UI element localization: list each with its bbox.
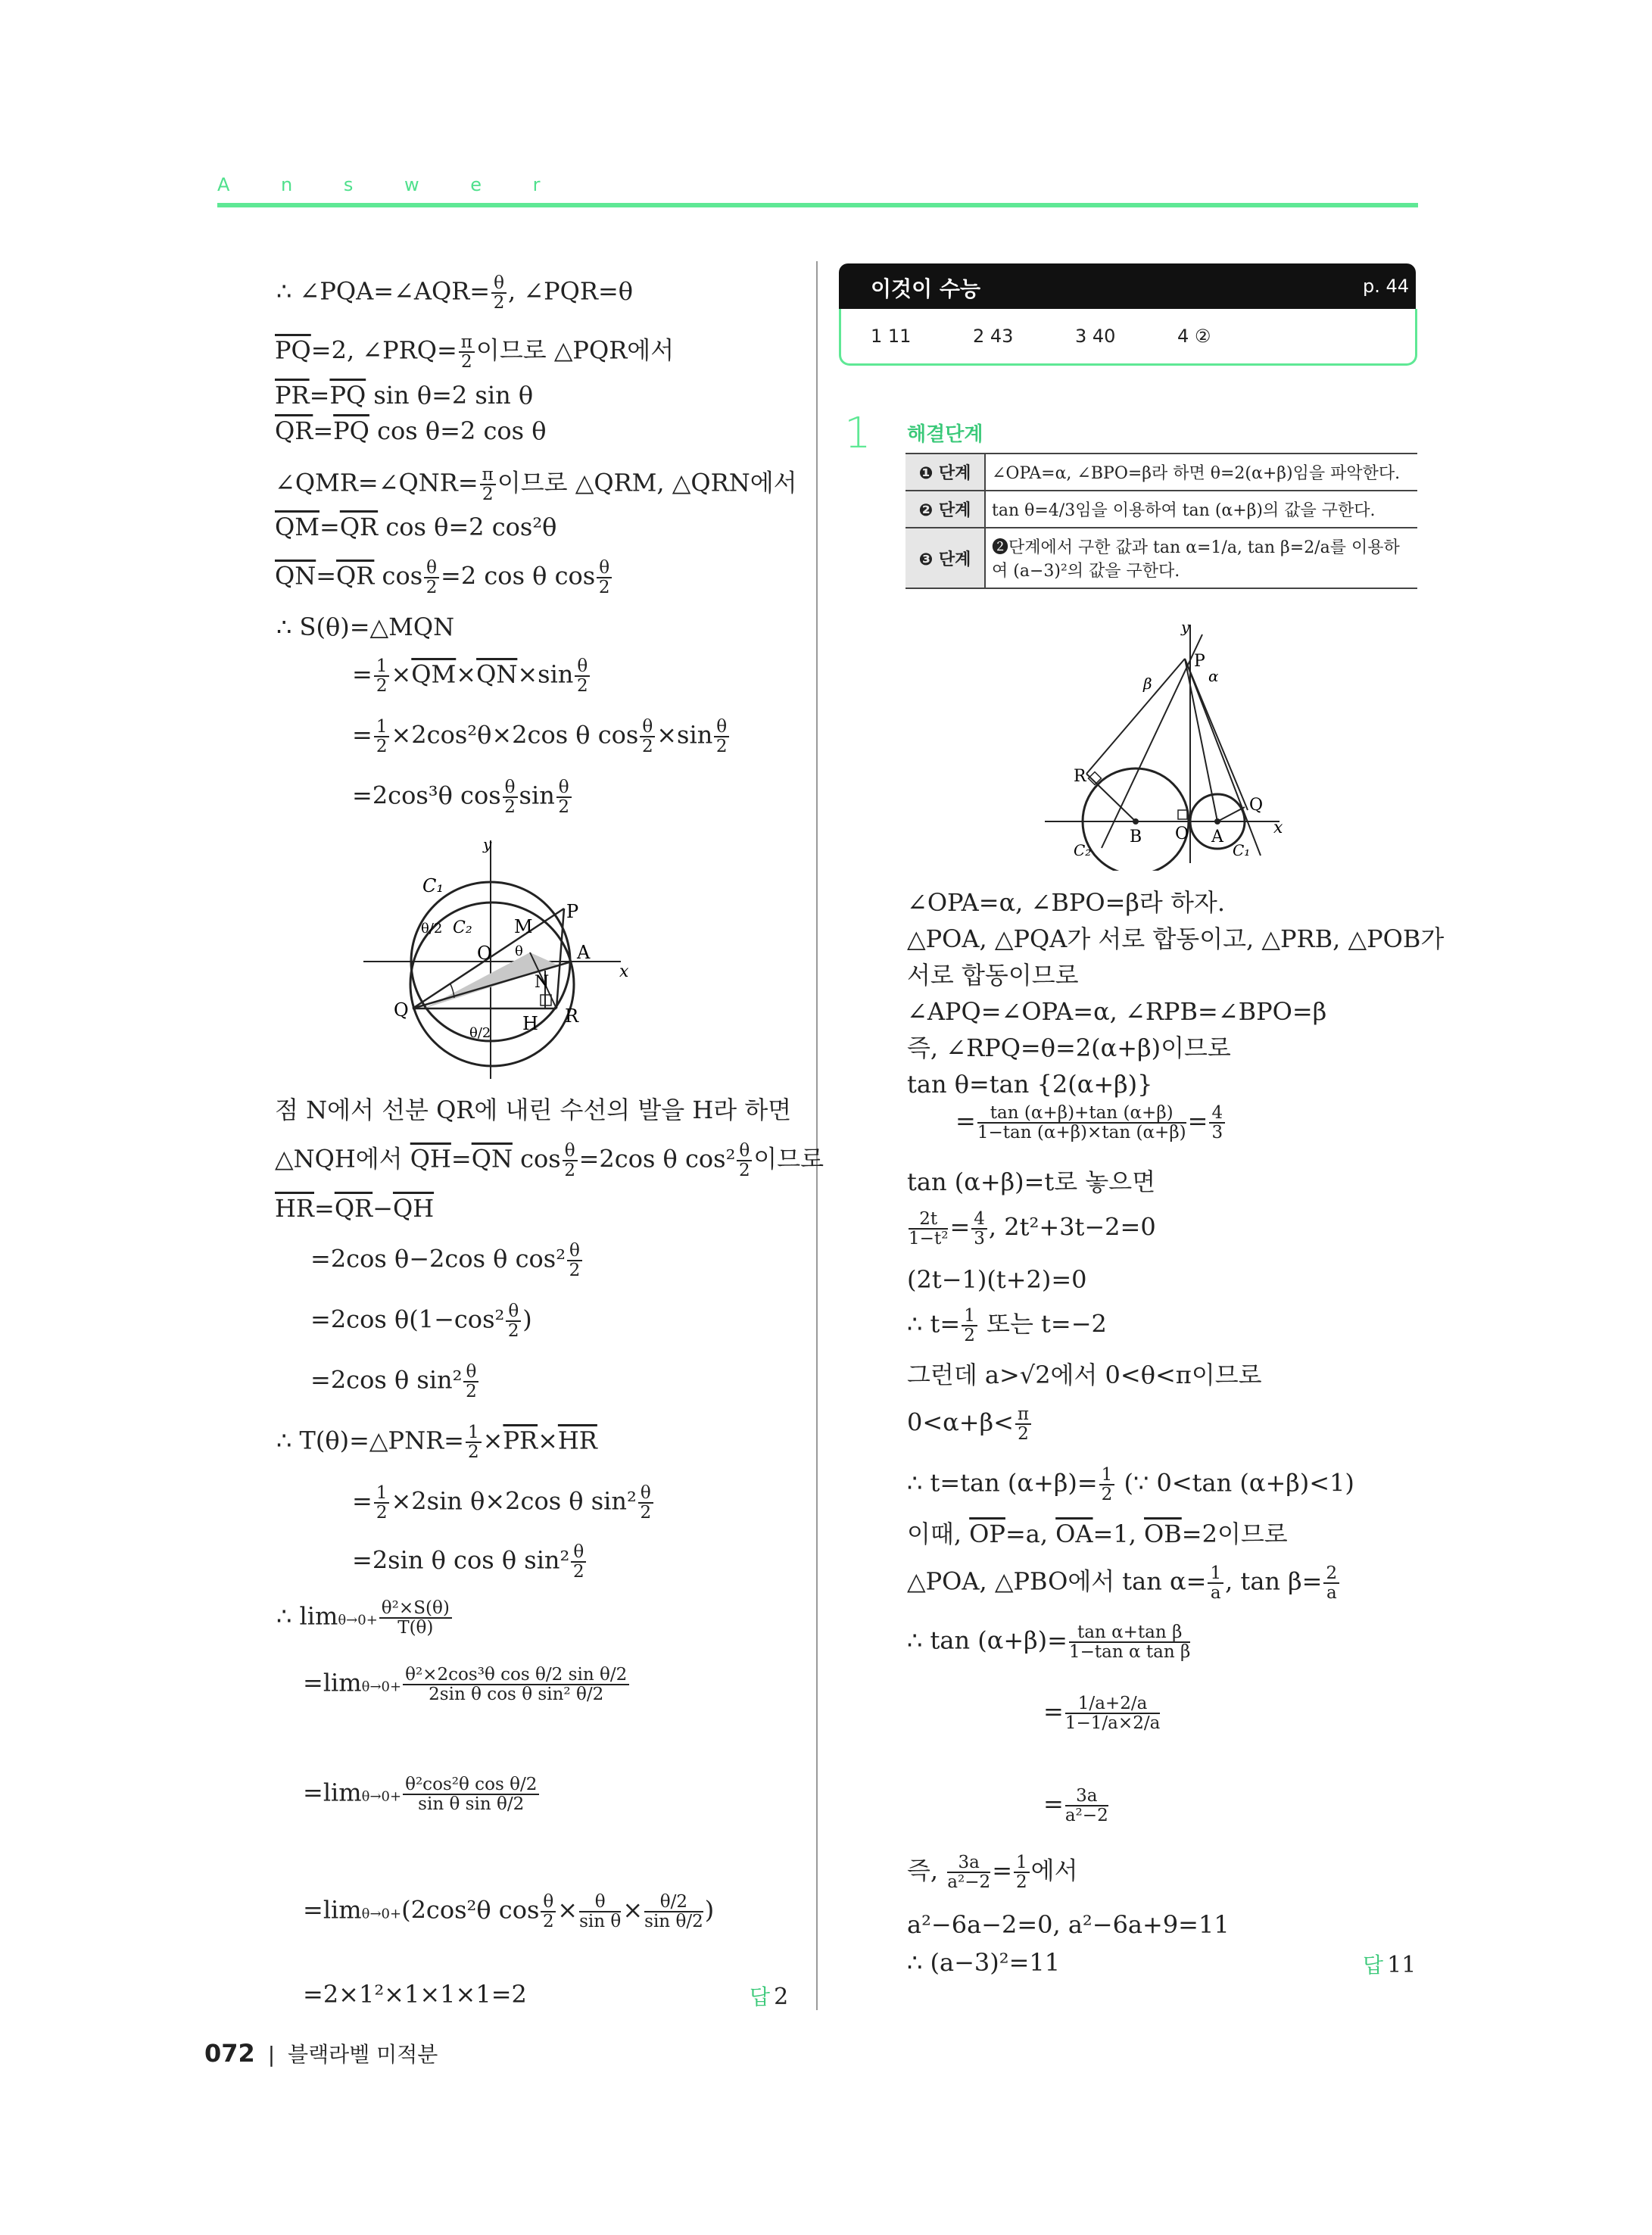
line-r09: $\frac{2t}{\text{1−t²}}$ = $\frac{4}{3}$ , 2t²+3t−2=0 — [909, 1209, 1156, 1249]
fig1-label-m: M — [514, 916, 533, 937]
line-r05: 즉, ∠RPQ=θ=2(α+β)이므로 — [907, 1033, 1231, 1062]
fig2-label-x: x — [1273, 818, 1283, 837]
steps-title: 해결단계 — [907, 423, 983, 446]
line-hr-2: =2cos θ(1−cos² $\frac{\theta}{2}$ ) — [310, 1301, 532, 1342]
line-r01: ∠OPA=α, ∠BPO=β라 하자. — [907, 888, 1226, 917]
line-r16: △POA, △PBO에서 tan α= $\frac{1}{a}$ , tan β= $\frac{2}{a}$ — [907, 1564, 1341, 1602]
fig2-label-beta: β — [1143, 675, 1152, 693]
fig1-label-r: R — [565, 1005, 579, 1027]
fig1-label-y: y — [483, 835, 492, 853]
fig1-label-n: N — [535, 973, 550, 992]
line-t-theta: ∴ T(θ)=△PNR= $\frac{1}{2}$ $\times\overline{PR}\times\overline{HR}$ — [276, 1423, 597, 1463]
fig2-label-q: Q — [1249, 796, 1264, 815]
fig2-point-b — [1133, 818, 1139, 824]
figure-tangent-circles — [1037, 621, 1295, 871]
line-hr: $\overline{HR}=\overline{QR}-\overline{QH}$ — [275, 1194, 435, 1223]
line-foot-h: 점 N에서 선분 QR에 내린 수선의 발을 H라 하면 — [275, 1096, 792, 1124]
page-footer: 072 | 블랙라벨 미적분 — [204, 2039, 438, 2068]
step-row-2 — [905, 491, 1417, 528]
right-answer-tag: 답 — [1363, 1953, 1384, 1978]
line-r10: (2t−1)(t+2)=0 — [907, 1265, 1087, 1294]
line-r04: ∠APQ=∠OPA=α, ∠RPB=∠BPO=β — [907, 997, 1327, 1026]
line-limit-1: =limθ→0+ $\frac{\text{θ²×2cos³θ cos θ/2 sin θ/2}}{\text{2sin θ cos θ sin² θ/2}}$ — [303, 1666, 631, 1704]
step-label-1: ❶ 단계 — [905, 454, 985, 491]
line-r17: ∴ tan (α+β)= $\frac{\text{tan α+tan β}}{\text{1−tan α tan β}}$ — [907, 1622, 1191, 1663]
quick-answer-4: 4 ② — [1177, 326, 1211, 347]
line-pq: $\overline{PQ}=2$, ∠PRQ= $\frac{\pi}{2}$ 이므로 △PQR에서 — [275, 332, 675, 372]
fig1-label-q: Q — [394, 999, 409, 1021]
fig2-line-pr — [1086, 659, 1185, 774]
step-label-3: ❸ 단계 — [905, 528, 985, 588]
line-qmr: ∠QMR=∠QNR= $\frac{\pi}{2}$ 이므로 △QRM, △QRN에서 — [275, 465, 797, 505]
header-rule — [217, 203, 1418, 207]
fig1-label-theta: θ — [515, 943, 523, 959]
fig1-label-h: H — [522, 1013, 538, 1034]
fig2-label-alpha: α — [1208, 667, 1219, 685]
fig2-label-c2: C₂ — [1074, 841, 1092, 859]
step-row-1 — [905, 454, 1417, 491]
page-number: 072 — [204, 2039, 255, 2068]
fig1-label-o: O — [477, 943, 492, 964]
fig2-label-o: O — [1175, 824, 1189, 843]
fig2-label-b: B — [1130, 828, 1142, 846]
step-text-2: tan θ=4/3임을 이용하여 tan (α+β)의 값을 구한다. — [985, 491, 1417, 528]
line-r03: 서로 합동이므로 — [907, 961, 1079, 990]
line-s-2: = $\frac{1}{2}$ ×2cos²θ×2cos θ cos $\frac{\theta}{2}$ ×sin $\frac{\theta}{2}$ — [352, 718, 731, 756]
fig2-line-2 — [1185, 659, 1264, 856]
left-answer — [750, 1981, 788, 2011]
line-r14: ∴ t=tan (α+β)= $\frac{1}{2}$ (∵ 0<tan (α+β)<1) — [907, 1465, 1354, 1505]
line-s-1: = $\frac{1}{2}$ $\times\overline{QM}\times\overline{QN}\times\sin$ $\frac{\theta}{2}$ — [352, 657, 591, 695]
quick-answer-2: 2 43 — [973, 326, 1014, 347]
line-r08: tan (α+β)=t로 놓으면 — [907, 1167, 1156, 1196]
line-r19: = $\frac{3a}{\text{a²−2}}$ — [1043, 1786, 1108, 1826]
book-title: 블랙라벨 미적분 — [288, 2042, 438, 2067]
quick-answer-1: 1 11 — [871, 326, 912, 347]
line-r18: = $\frac{1/a+2/a}{1-1/a\times 2/a}$ — [1043, 1694, 1161, 1734]
line-pr: $\overline{PR}=\overline{PQ}$ sin θ=2 sin θ — [275, 381, 534, 410]
line-angle-pqa: ∴ ∠PQA=∠AQR= $\frac{\theta}{2}$ , ∠PQR=θ — [276, 273, 634, 313]
line-r07: = $\frac{\tan (\alpha+\beta)+\tan (\alpha+\beta)}{1-\tan (\alpha+\beta)\times\tan (\alpha+\beta)}$ = $\frac{4}{3}$ — [955, 1104, 1227, 1142]
line-r22: ∴ (a−3)²=11 — [907, 1948, 1061, 1977]
line-r02: △POA, △PQA가 서로 합동이고, △PRB, △POB가 — [907, 924, 1445, 953]
line-limit: ∴ limθ→0+ $\frac{\text{θ²×S(θ)}}{T(\theta)}$ — [276, 1599, 454, 1637]
fig2-label-a: A — [1211, 828, 1223, 846]
line-qm: $\overline{QM}=\overline{QR}$ cos θ=2 cos²θ — [275, 513, 557, 541]
line-r13: 0<α+β< $\frac{\pi}{2}$ — [907, 1405, 1033, 1443]
fig2-label-p: P — [1194, 652, 1205, 671]
fig2-label-r: R — [1074, 767, 1086, 786]
fig2-line-rb — [1086, 774, 1136, 821]
line-hr-3: =2cos θ sin² $\frac{\theta}{2}$ — [310, 1363, 480, 1401]
figure-circles-left — [356, 833, 644, 1090]
step-row-3 — [905, 528, 1417, 588]
line-qn: $\overline{QN}=\overline{QR}$ cos $\frac{\theta}{2}$ =2 cos θ cos $\frac{\theta}{2}$ — [275, 559, 613, 597]
steps-table — [905, 453, 1417, 589]
line-r21: a²−6a−2=0, a²−6a+9=11 — [907, 1910, 1230, 1939]
answer-header-label: A n s w e r — [217, 174, 563, 195]
fig1-label-theta-half-2: θ/2 — [469, 1025, 491, 1041]
right-answer — [1363, 1949, 1416, 1979]
line-r15: 이때, $\overline{OP}=a$, $\overline{OA}=1$, $\overline{OB}=2$이므로 — [907, 1520, 1288, 1548]
fig1-label-x: x — [619, 962, 629, 981]
quick-answer-3: 3 40 — [1075, 326, 1116, 347]
problem-number: 1 — [844, 409, 871, 458]
fig2-point-a — [1214, 818, 1220, 824]
line-limit-2: =limθ→0+ $\frac{\text{θ²cos²θ cos θ/2}}{\text{sin θ sin θ/2}}$ — [303, 1775, 541, 1813]
line-r11: ∴ t= $\frac{1}{2}$ 또는 t=−2 — [907, 1306, 1107, 1346]
fig1-label-c1: C₁ — [422, 875, 444, 896]
fig1-label-a: A — [577, 942, 591, 963]
right-answer-value: 11 — [1387, 1952, 1417, 1978]
line-nqh: △NQH에서 $\overline{QH}=\overline{QN}$ cos $\frac{\theta}{2}$ =2cos θ cos² $\frac{\theta}{2}$ 이므로 — [275, 1141, 824, 1181]
line-s-3: =2cos³θ cos $\frac{\theta}{2}$ sin $\frac{\theta}{2}$ — [352, 778, 573, 816]
column-divider — [816, 261, 818, 2010]
left-answer-value: 2 — [774, 1984, 789, 2010]
line-t-2: =2sin θ cos θ sin² $\frac{\theta}{2}$ — [352, 1543, 588, 1581]
fig2-label-c1: C₁ — [1233, 841, 1251, 859]
line-r12: 그런데 a>√2에서 0<θ<π이므로 — [907, 1361, 1262, 1389]
line-t-1: = $\frac{1}{2}$ ×2sin θ×2cos θ sin² $\frac{\theta}{2}$ — [352, 1484, 655, 1522]
left-answer-tag: 답 — [750, 1984, 771, 2009]
fig2-line-aq — [1217, 807, 1245, 821]
step-text-1: ∠OPA=α, ∠BPO=β라 하면 θ=2(α+β)임을 파악한다. — [985, 454, 1417, 491]
fig1-label-p: P — [566, 901, 579, 922]
fig2-label-y: y — [1181, 621, 1190, 636]
line-limit-3: =limθ→0+(2cos²θ cos $\frac{\theta}{2}$ × $\frac{\theta}{\text{sin θ}}$ × $\frac{\theta/2}{\text{sin θ/2}}$ ) — [303, 1892, 715, 1932]
step-text-3: ❷단계에서 구한 값과 tan α=1/a, tan β=2/a를 이용하여 (a−3)²의 값을 구한다. — [985, 528, 1417, 588]
line-hr-1: =2cos θ−2cos θ cos² $\frac{\theta}{2}$ — [310, 1242, 584, 1280]
line-qr: $\overline{QR}=\overline{PQ}$ cos θ=2 cos θ — [275, 416, 547, 445]
line-limit-result: =2×1²×1×1×1=2 — [303, 1980, 527, 2009]
line-r06: tan θ=tan {2(α+β)} — [907, 1070, 1153, 1099]
line-r20: 즉, $\frac{3a}{\text{a²−2}}$ = $\frac{1}{2}$ 에서 — [907, 1853, 1078, 1893]
line-s-theta: ∴ S(θ)=△MQN — [276, 613, 455, 641]
step-label-2: ❷ 단계 — [905, 491, 985, 528]
quick-answer-page: p. 44 — [1363, 276, 1410, 297]
quick-answer-title: 이것이 수능 — [871, 276, 980, 301]
fig2-right-angle-o — [1178, 810, 1187, 819]
fig1-label-theta-half: θ/2 — [421, 921, 443, 937]
quick-answer-box-body — [839, 309, 1417, 366]
fig1-label-c2: C₂ — [453, 918, 472, 937]
